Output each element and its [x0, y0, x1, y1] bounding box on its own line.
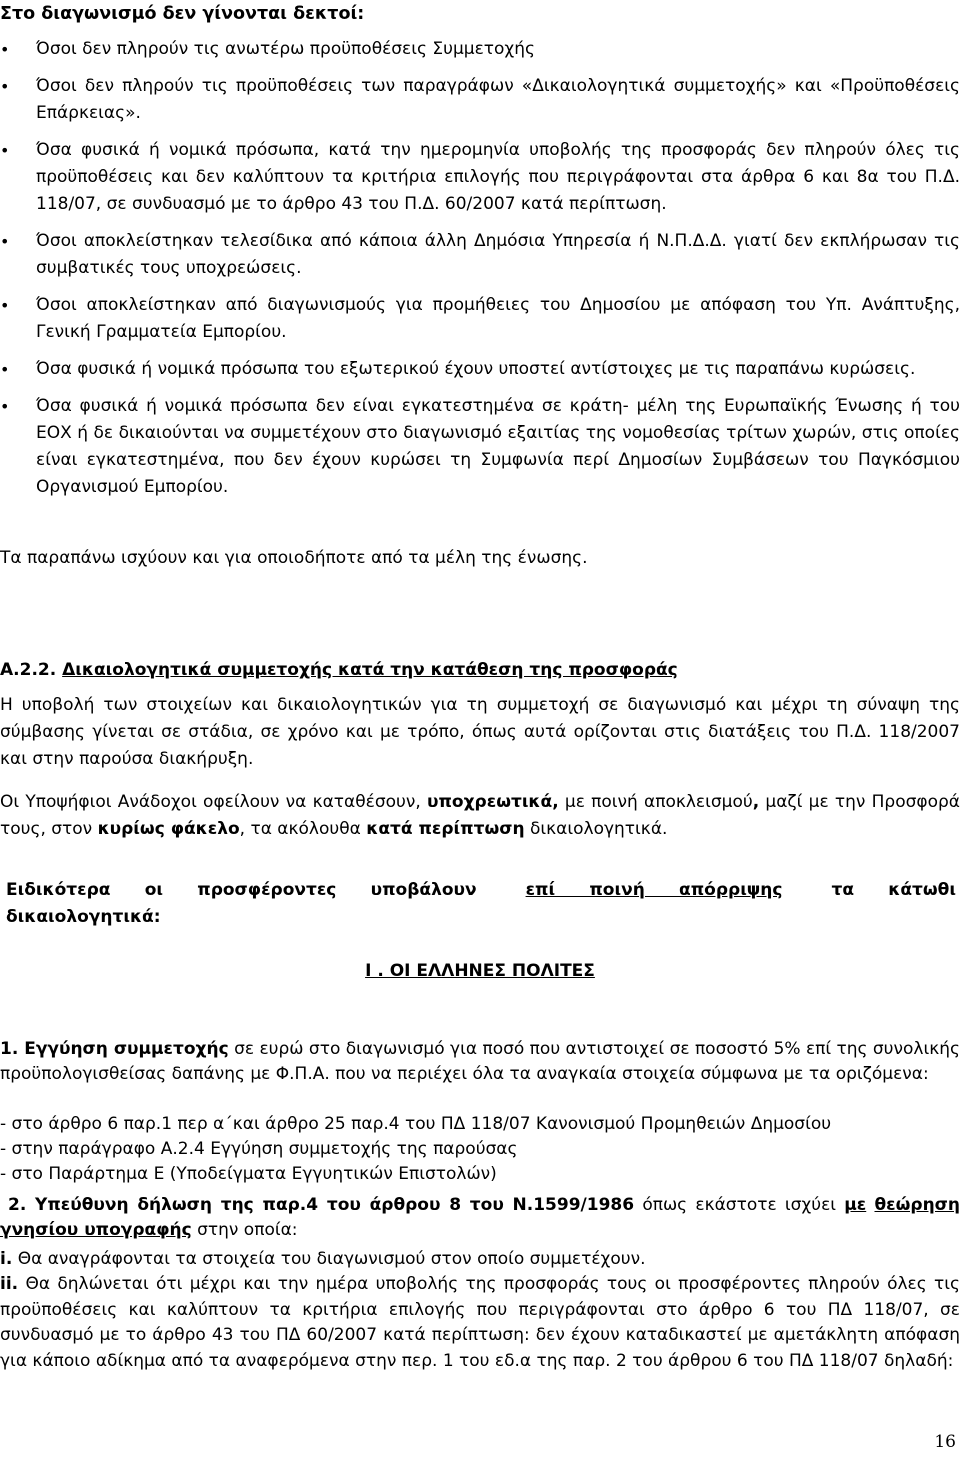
item-2-underlined: με [844, 1195, 867, 1215]
list-item: - στο άρθρο 6 παρ.1 περ α΄και άρθρο 25 παρ.4 του ΠΔ 118/07 Κανονισμού Προμηθειών Δημοσίου [0, 1114, 832, 1134]
list-item: • Όσοι αποκλείστηκαν τελεσίδικα από κάποια άλλη Δημόσια Υπηρεσία ή Ν.Π.Δ.Δ. γιατί δεν εκπλήρωσαν τις συμβατικές τους υποχρεώσεις. [0, 228, 960, 282]
exclusion-list [0, 36, 960, 511]
roman-text: Θα αναγράφονται τα στοιχεία του διαγωνισμού στον οποίο συμμετέχουν. [12, 1249, 646, 1269]
page-number: 16 [934, 1432, 956, 1452]
text-run: τα κάτωθι δικαιολογητικά: [6, 880, 956, 927]
roman-label: i. [0, 1249, 13, 1269]
text-run: , τα ακόλουθα [239, 819, 367, 839]
intro-paragraph: Η υποβολή των στοιχείων και δικαιολογητικών για τη συμμετοχή σε διαγωνισμό και μέχρι τη σύναψη της σύμβασης γίνεται σε στάδια, σε χρόνο και με τρόπο, όπως αυτά ορίζονται στις διατάξεις του Π.Δ. 118/2007 και στην παρούσα διακήρυξη. [0, 695, 960, 769]
obligation-paragraph [0, 789, 960, 843]
item-2-underlined: θεώρηση γνησίου υπογραφής [0, 1195, 960, 1240]
roman-item-i [0, 1247, 960, 1272]
specific-requirements [6, 877, 956, 931]
item-2-tail: στην οποία: [191, 1220, 298, 1240]
exclusion-heading: Στο διαγωνισμό δεν γίνονται δεκτοί: [0, 4, 365, 24]
text-run: με ποινή αποκλεισμού [558, 792, 753, 812]
list-item: • Όσα φυσικά ή νομικά πρόσωπα, κατά την ημερομηνία υποβολής της προσφοράς δεν πληρούν όλες τις προϋποθέσεις και δεν καλύπτουν τα κριτήρια επιλογής που περιγράφονται στα άρθρα 6 και 8α του Π.Δ. 118/07, σε συνδυασμό με το άρθρο 43 του Π.Δ. 60/2007 κατά περίπτωση. [0, 137, 960, 218]
list-item: • Όσοι δεν πληρούν τις προϋποθέσεις των παραγράφων «Δικαιολογητικά συμμετοχής» και «Προϋποθέσεις Επάρκειας». [0, 73, 960, 127]
section-title: Δικαιολογητικά συμμετοχής κατά την κατάθεση της προσφοράς [62, 660, 678, 680]
roman-label: ii. [0, 1274, 19, 1294]
text-run: Ειδικότερα οι προσφέροντες υποβάλουν [6, 880, 477, 900]
text-run-bold: , [752, 792, 760, 812]
item-1-label: 1. Εγγύηση συμμετοχής [0, 1039, 229, 1059]
item-2-text: όπως εκάστοτε ισχύει [634, 1195, 845, 1215]
text-run: δικαιολογητικά. [524, 819, 668, 839]
text-run-bold: υποχρεωτικά, [426, 792, 559, 812]
text-run-underlined: επί ποινή απόρριψης [525, 880, 783, 900]
list-item: • Όσοι αποκλείστηκαν από διαγωνισμούς για προμήθειες του Δημοσίου με απόφαση του Υπ. Ανάπτυξης, Γενική Γραμματεία Εμπορίου. [0, 292, 960, 346]
item-2 [0, 1193, 960, 1243]
list-item: • Όσοι δεν πληρούν τις ανωτέρω προϋποθέσεις Συμμετοχής [0, 36, 960, 63]
list-item: - στην παράγραφο Α.2.4 Εγγύηση συμμετοχής της παρούσας [0, 1139, 518, 1159]
item-2-label: 2. Υπεύθυνη δήλωση της παρ.4 του άρθρου 8 του Ν.1599/1986 [8, 1195, 635, 1215]
subsection-title-text: Ι . ΟΙ ΕΛΛΗΝΕΣ ΠΟΛΙΤΕΣ [365, 961, 595, 981]
text-run-bold: κατά περίπτωση [366, 819, 525, 839]
item-1 [0, 1037, 960, 1087]
section-number: Α.2.2. [0, 660, 57, 680]
item-1-lines [0, 1112, 960, 1187]
subsection-title [0, 958, 960, 985]
list-item: • Όσα φυσικά ή νομικά πρόσωπα δεν είναι εγκατεστημένα σε κράτη- μέλη της Ευρωπαϊκής Ένωσης ή του ΕΟΧ ή δε δικαιούνται να συμμετέχουν στο διαγωνισμό εξαιτίας της νομοθεσίας τρίτων χωρών, στις οποίες είναι εγκατεστημένα, που δεν έχουν κυρώσει τη Συμφωνία περί Δημοσίων Συμβάσεων του Παγκόσμιου Οργανισμού Εμπορίου. [0, 393, 960, 501]
roman-item-ii [0, 1272, 960, 1374]
section-heading [0, 657, 960, 684]
closing-line: Τα παραπάνω ισχύουν και για οποιοδήποτε από τα μέλη της ένωσης. [0, 548, 588, 568]
list-item: - στο Παράρτημα Ε (Υποδείγματα Εγγυητικών Επιστολών) [0, 1164, 497, 1184]
text-run: Οι Υποψήφιοι Ανάδοχοι οφείλουν να καταθέσουν, [0, 792, 427, 812]
item-1-text: σε ευρώ στο διαγωνισμό για ποσό που αντιστοιχεί σε ποσοστό 5% επί της συνολικής προϋπολογισθείσας δαπάνης με Φ.Π.Α. που να περιέχει όλα τα αναγκαία στοιχεία σύμφωνα με τα οριζόμενα: [0, 1039, 960, 1084]
roman-text: Θα δηλώνεται ότι μέχρι και την ημέρα υποβολής της προσφοράς τους οι προσφέροντες πληρούν όλες τις προϋποθέσεις και καλύπτουν τα κριτήρια επιλογής που περιγράφονται στο άρθρο 6 του ΠΔ 118/07, σε συνδυασμό με το άρθρο 43 του ΠΔ 60/2007 κατά περίπτωση: δεν έχουν καταδικαστεί με αμετάκλητη απόφαση για κάποιο αδίκημα από τα αναφερόμενα στην περ. 1 του εδ.α της παρ. 2 του άρθρου 6 του ΠΔ 118/07 δηλαδή: [0, 1274, 960, 1371]
text-run-bold: κυρίως φάκελο [97, 819, 240, 839]
text-run: μαζί με την Προσφορά τους, στον [0, 792, 960, 839]
list-item: • Όσα φυσικά ή νομικά πρόσωπα του εξωτερικού έχουν υποστεί αντίστοιχες με τις παραπάνω κυρώσεις. [0, 356, 960, 383]
